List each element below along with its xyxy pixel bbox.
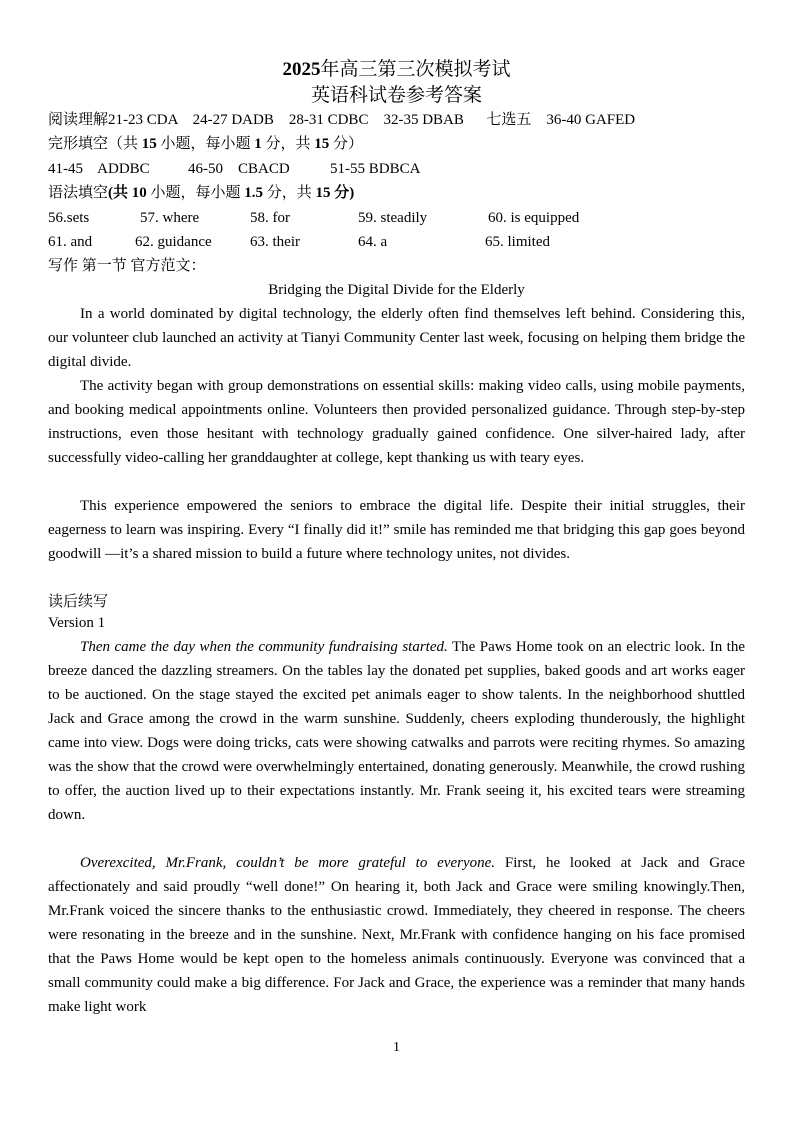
grammar-count: (共 10 xyxy=(108,185,147,201)
exam-title-text: 年高三第三次模拟考试 xyxy=(320,59,511,80)
grammar-heading-part: 语法填空 xyxy=(48,185,109,201)
continuation-body: The Paws Home took on an electric look. In the breeze danced the dazzling streamers. On the tables lay the donated pet supplies, baked goods and art works eager to be auctioned. On the stage stayed the excited pet animals eager to show talents. In the neighborhood shuttled Jack and Grace among the crowd in the warm sunshine. Suddenly, cheers exploding thunderously, the highlight came into view. Dogs were doing tricks, cats were showing catwalks and parrots were reciting rhymes. So amazing was the show that the crowd were overwhelmingly entertained, donating generously. Meanwhile, the crowd rushing to offer, the auction lived up to their expectations instantly. Mr. Frank seeing it, his excited tears were streaming down. xyxy=(48,639,745,823)
cloze-points-each: 1 xyxy=(254,136,262,152)
cloze-heading-part: 小题，每小题 xyxy=(156,136,255,152)
cloze-heading xyxy=(48,132,363,156)
reading-answer-text: 21-23 CDA 24-27 DADB 28-31 CDBC 32-35 DBAB 七选五 36-40 GAFED xyxy=(108,112,636,128)
grammar-answer: 57. where xyxy=(140,210,200,226)
cloze-heading-part: 分，共 xyxy=(261,136,315,152)
writing-heading: 写作 第一节 官方范文： xyxy=(48,258,206,274)
continuation-paragraph xyxy=(48,635,745,827)
grammar-heading-part: 小题，每小题 xyxy=(146,185,245,201)
grammar-answer: 65. limited xyxy=(485,234,550,250)
grammar-answers-row-2 xyxy=(48,230,748,254)
grammar-answer: 60. is equipped xyxy=(488,210,580,226)
grammar-answer: 59. steadily xyxy=(358,210,428,226)
version-label: Version 1 xyxy=(48,615,106,631)
grammar-heading-part: 分，共 xyxy=(263,185,316,201)
cloze-count: 15 xyxy=(141,136,157,152)
grammar-heading xyxy=(48,181,354,205)
continuation-lead-sentence: Overexcited, Mr.Frank, couldn’t be more grateful to everyone. xyxy=(80,855,496,871)
continuation-paragraph xyxy=(48,851,745,1019)
cloze-heading-part: 分） xyxy=(329,136,364,152)
essay-paragraph: In a world dominated by digital technology, the elderly often find themselves left behind. Considering this, our volunteer club launched an activity at Tianyi Community Center last week, focusing on helping them bridge the digital divide. xyxy=(48,306,745,370)
grammar-answer: 64. a xyxy=(358,234,388,250)
grammar-heading-part: 分) xyxy=(330,185,355,201)
exam-subtitle: 英语科试卷参考答案 xyxy=(310,85,482,106)
grammar-answer: 58. for xyxy=(250,210,290,226)
cloze-heading-part: 完形填空（共 xyxy=(48,136,142,152)
essay-paragraph: The activity began with group demonstrations on essential skills: making video calls, using mobile payments, and booking medical appointments online. Volunteers then provided personalized guidance. Through step-by-step instructions, even those hesitant with technology gradually gained confidence. One silver-haired lady, after successfully video-calling her granddaughter at college, kept thanking us with teary eyes. xyxy=(48,378,745,466)
continuation-body: First, he looked at Jack and Grace affectionately and said proudly “well done!” On hearing it, both Jack and Grace were smiling knowingly.Then, Mr.Frank voiced the sincere thanks to the enthusiastic crowd. Immediately, they cheered in response. The cheers were resonating in the breeze and in the sunshine. Next, Mr.Frank with confidence hanging on his face promised that the Paws Home would be kept open to the homeless animals continuously. Everyone was convinced that a small community could make a big difference. For Jack and Grace, the experience was a reminder that many hands make light work xyxy=(48,855,745,1015)
grammar-answer: 62. guidance xyxy=(135,234,212,250)
page-number: 1 xyxy=(393,1040,400,1055)
grammar-answers-row-1 xyxy=(48,206,748,230)
exam-year: 2025 xyxy=(282,59,321,80)
grammar-points-each: 1.5 xyxy=(244,185,264,201)
essay-paragraph: This experience empowered the seniors to embrace the digital life. Despite their initial struggles, their eagerness to learn was inspiring. Every “I finally did it!” smile has reminded me that bridging this gap goes beyond goodwill —it’s a shared mission to build a future where technology unites, not divides. xyxy=(48,498,745,562)
cloze-answers xyxy=(48,157,748,181)
continuation-heading: 读后续写 xyxy=(48,594,109,610)
reading-label: 阅读理解 xyxy=(48,112,109,128)
reading-answers xyxy=(48,108,635,132)
grammar-answer: 61. and xyxy=(48,234,93,250)
grammar-answer: 63. their xyxy=(250,234,300,250)
grammar-points-total: 15 xyxy=(315,185,331,201)
cloze-answer-group: 41-45 ADDBC xyxy=(48,161,150,177)
essay-title: Bridging the Digital Divide for the Elderly xyxy=(268,282,525,298)
continuation-lead-sentence: Then came the day when the community fundraising started. xyxy=(80,639,448,655)
cloze-points-total: 15 xyxy=(314,136,330,152)
grammar-answer: 56.sets xyxy=(48,210,90,226)
cloze-answer-group: 46-50 CBACD xyxy=(188,161,290,177)
exam-title xyxy=(0,58,793,82)
cloze-answer-group: 51-55 BDBCA xyxy=(330,161,421,177)
